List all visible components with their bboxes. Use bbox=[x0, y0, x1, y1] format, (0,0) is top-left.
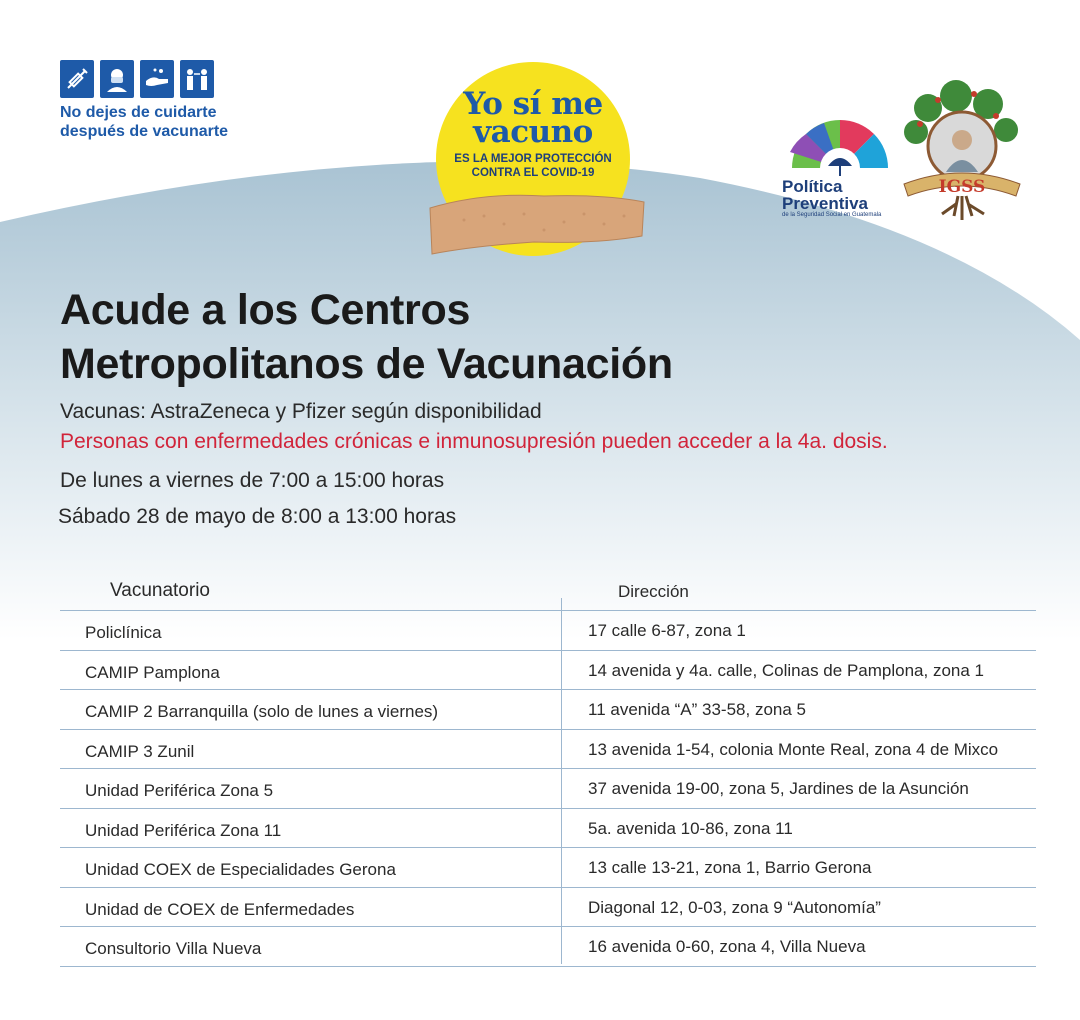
igss-logo bbox=[898, 80, 1026, 222]
center-address: 13 calle 13-21, zona 1, Barrio Gerona bbox=[588, 858, 872, 877]
center-name: CAMIP 2 Barranquilla (solo de lunes a viernes) bbox=[85, 702, 439, 721]
vaccines-available: Vacunas: AstraZeneca y Pfizer según disponibilidad bbox=[60, 400, 542, 423]
center-name: Consultorio Villa Nueva bbox=[85, 939, 262, 958]
care-reminder bbox=[60, 103, 228, 141]
header-vacunatorio: Vacunatorio bbox=[110, 580, 210, 601]
badge-line2: vacuno bbox=[473, 114, 593, 150]
center-name: Unidad de COEX de Enfermedades bbox=[85, 899, 355, 919]
center-name: Unidad Periférica Zona 11 bbox=[85, 820, 282, 840]
politica-line2: Preventiva bbox=[782, 194, 868, 213]
table-row bbox=[60, 730, 1036, 770]
bandage-icon bbox=[424, 180, 650, 260]
badge-line1: Yo sí me bbox=[463, 86, 603, 122]
center-address: Diagonal 12, 0-03, zona 9 “Autonomía” bbox=[588, 897, 881, 917]
table-row bbox=[60, 888, 1036, 928]
title-line2: Metropolitanos de Vacunación bbox=[60, 340, 673, 388]
table-row bbox=[60, 690, 1036, 730]
center-name: CAMIP 3 Zunil bbox=[85, 741, 195, 761]
center-name: Unidad Periférica Zona 5 bbox=[85, 781, 274, 800]
title-line1: Acude a los Centros bbox=[60, 286, 471, 334]
center-address: 11 avenida “A” 33-58, zona 5 bbox=[588, 700, 806, 719]
center-name: Policlínica bbox=[85, 623, 162, 642]
politica-subtitle: de la Seguridad Social en Guatemala bbox=[782, 212, 882, 218]
politica-line1: Política bbox=[782, 177, 843, 196]
care-reminder-line1: No dejes de cuidarte bbox=[60, 104, 217, 121]
prevention-icons bbox=[60, 60, 214, 98]
table-row bbox=[60, 651, 1036, 691]
center-address: 13 avenida 1-54, colonia Monte Real, zona 4 de Mixco bbox=[588, 739, 999, 759]
table-row bbox=[60, 611, 1036, 651]
center-address: 17 calle 6-87, zona 1 bbox=[588, 621, 746, 640]
center-address: 5a. avenida 10-86, zona 11 bbox=[588, 818, 793, 838]
care-reminder-line2: después de vacunarte bbox=[60, 123, 229, 140]
handwash-icon bbox=[140, 60, 174, 98]
header-direccion: Dirección bbox=[618, 582, 689, 601]
table-row bbox=[60, 769, 1036, 809]
center-address: 14 avenida y 4a. calle, Colinas de Pamplona, zona 1 bbox=[588, 660, 984, 680]
vaccination-centers-table bbox=[60, 570, 1036, 967]
igss-label: IGSS bbox=[938, 177, 986, 197]
center-name: Unidad COEX de Especialidades Gerona bbox=[85, 860, 396, 879]
table-header bbox=[60, 570, 1036, 611]
table-row bbox=[60, 927, 1036, 967]
badge-line3: ES LA MEJOR PROTECCIÓN bbox=[454, 153, 612, 165]
chronic-patients-note: Personas con enfermedades crónicas e inmunosupresión pueden acceder a la 4a. dosis. bbox=[60, 430, 888, 453]
table-row bbox=[60, 848, 1036, 888]
mask-icon bbox=[100, 60, 134, 98]
center-address: 37 avenida 19-00, zona 5, Jardines de la Asunción bbox=[588, 779, 969, 798]
center-name: CAMIP Pamplona bbox=[85, 662, 220, 682]
schedule-saturday: Sábado 28 de mayo de 8:00 a 13:00 horas bbox=[58, 505, 457, 528]
page-title bbox=[60, 283, 673, 391]
schedule-weekdays: De lunes a viernes de 7:00 a 15:00 horas bbox=[60, 469, 445, 492]
table-row bbox=[60, 809, 1036, 849]
distance-icon bbox=[180, 60, 214, 98]
center-address: 16 avenida 0-60, zona 4, Villa Nueva bbox=[588, 937, 866, 956]
badge-line4: CONTRA EL COVID-19 bbox=[471, 167, 595, 179]
syringe-icon bbox=[60, 60, 94, 98]
politica-preventiva-text bbox=[782, 178, 868, 212]
